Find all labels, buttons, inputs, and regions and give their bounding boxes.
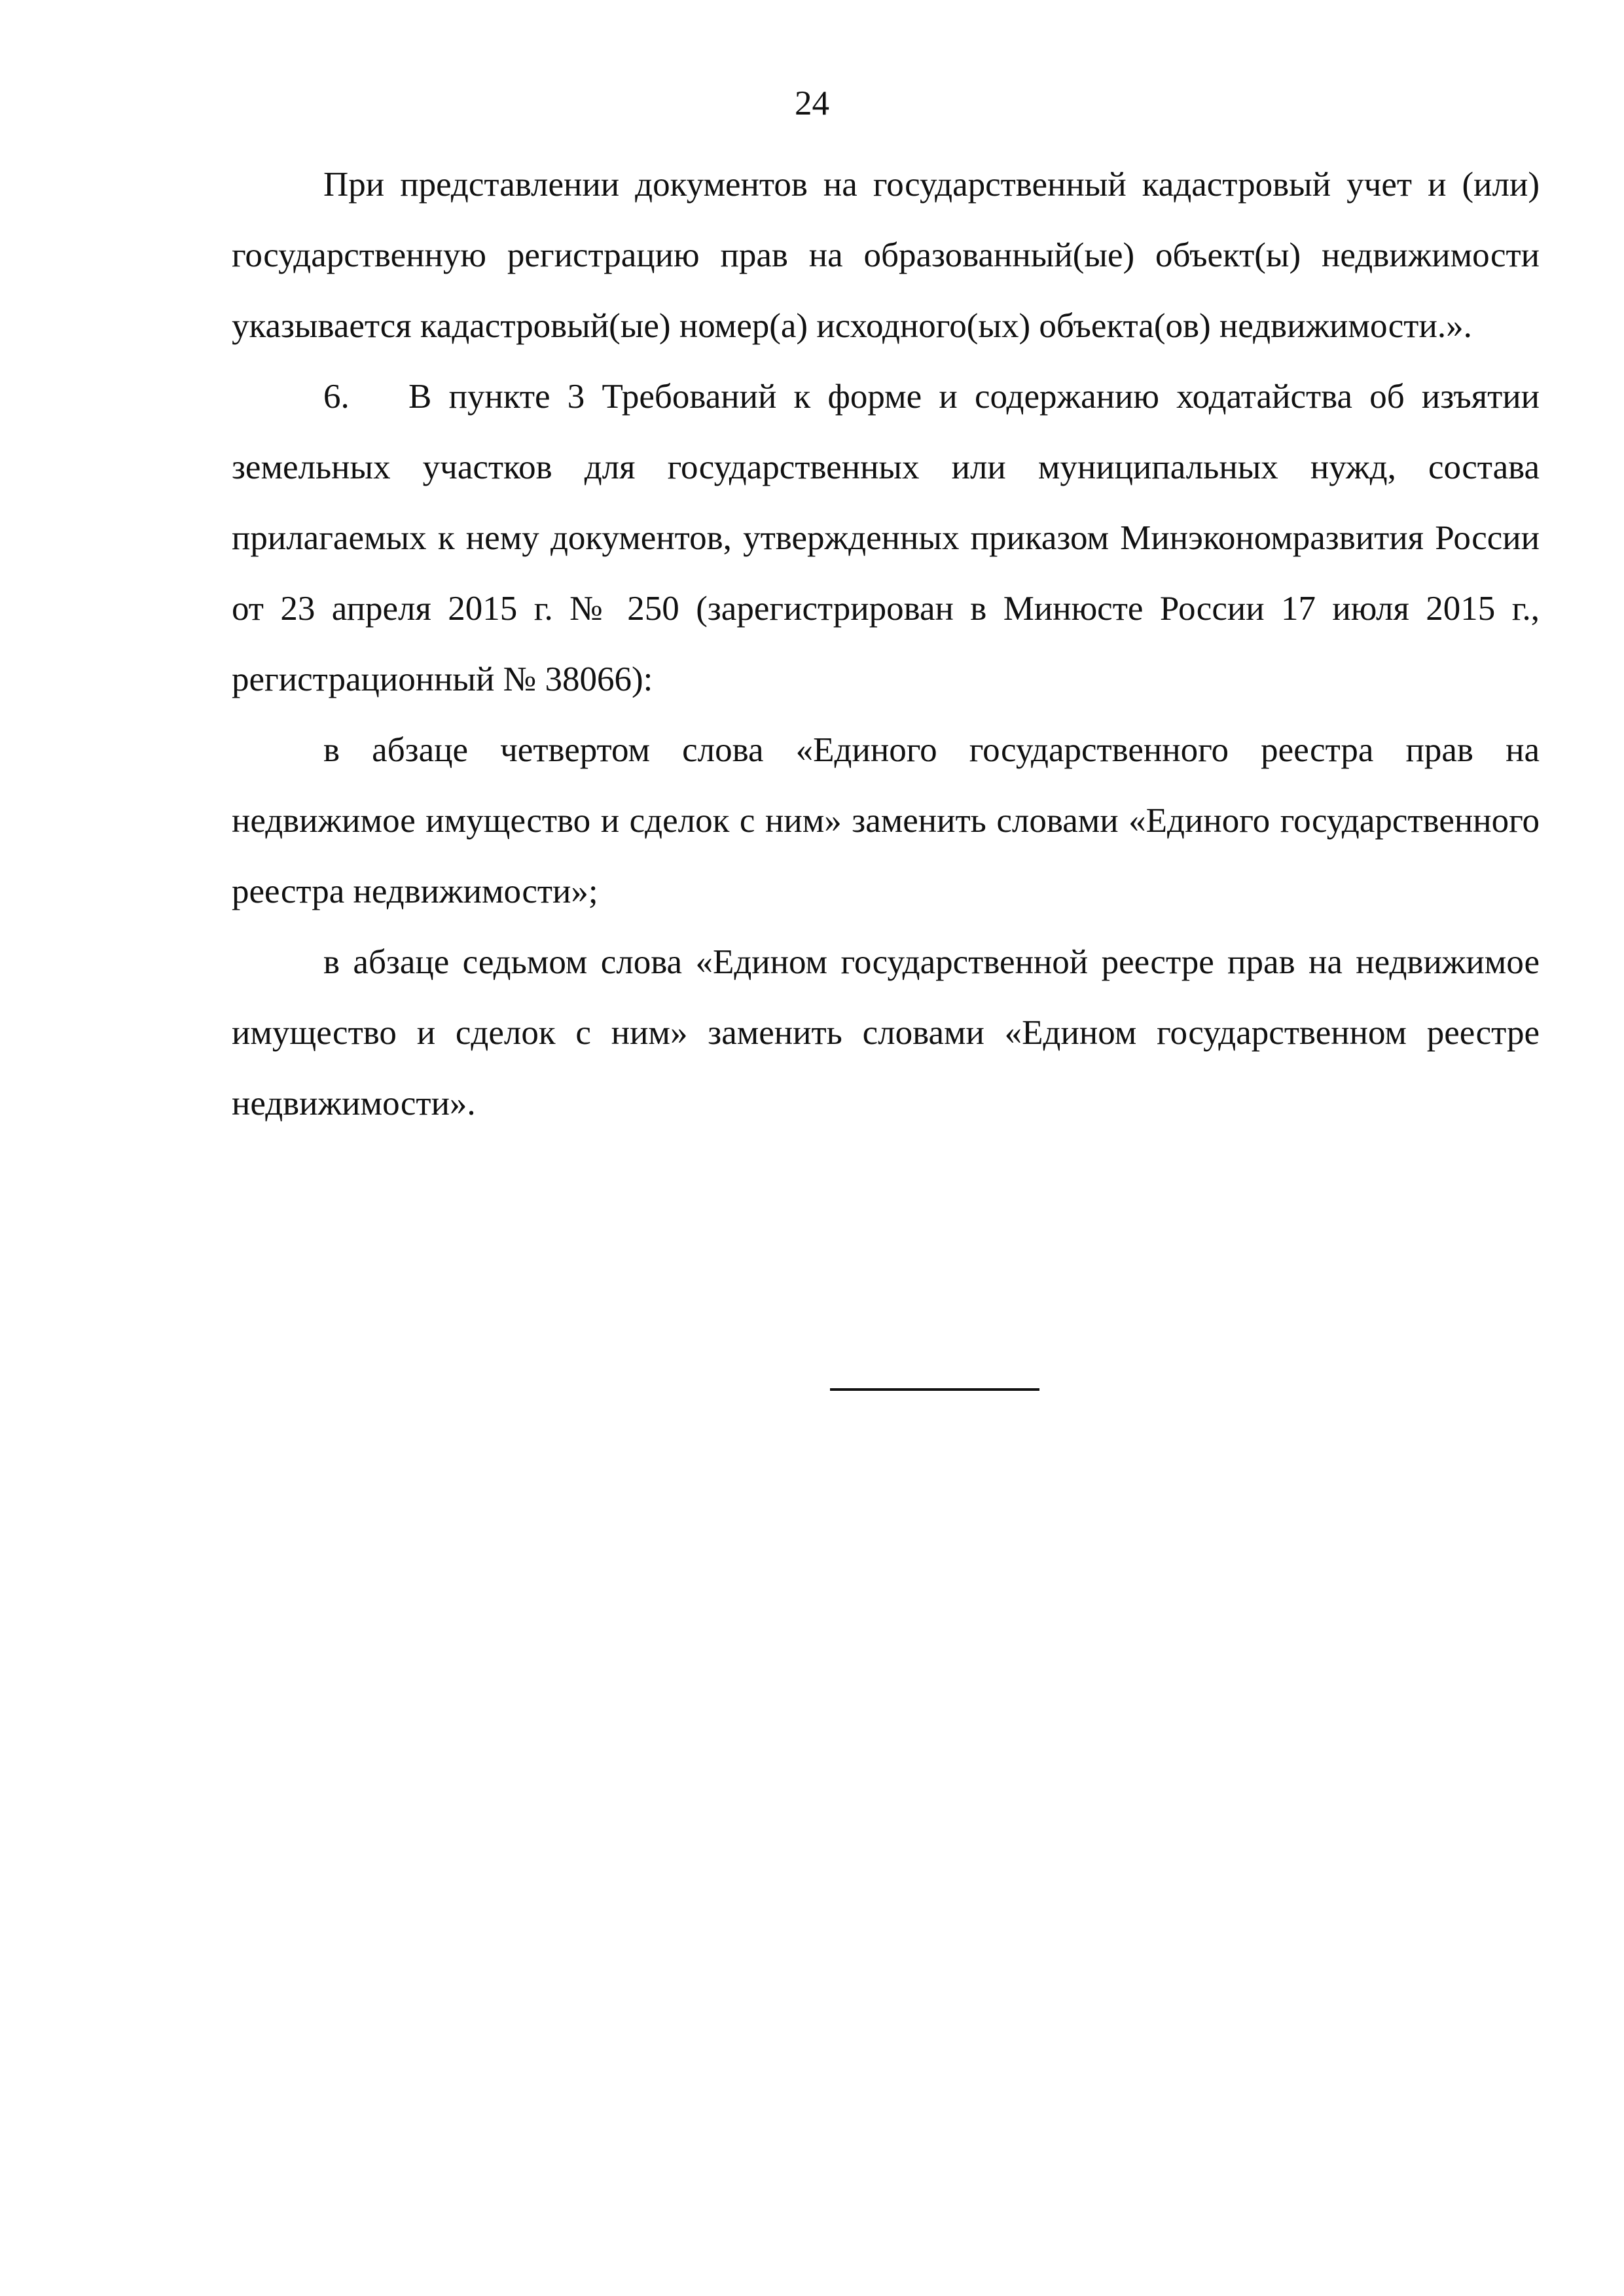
item-6-text: В пункте 3 Требований к форме и содержанию ходатайства об изъятии земельных участков для государственных или муниципальных нужд, состава прилагаемых к нему документов, утвержденных приказом Минэкономразвития России от 23 апреля 2015 г. № 250 (зарегистрирован в Минюсте России 17 июля 2015 г., регистрационный № 38066): (232, 378, 1540, 698)
end-of-document-rule (830, 1388, 1039, 1391)
paragraph-seventh-abzac: в абзаце седьмом слова «Едином государственной реестре прав на недвижимое имущество и сделок с ним» заменить словами «Едином государственном реестре недвижимости». (232, 943, 1540, 1122)
item-number: 6. (323, 378, 350, 416)
document-body (232, 149, 1540, 1139)
paragraph-fourth-abzac: в абзаце четвертом слова «Единого государственного реестра прав на недвижимое имущество и сделок с ним» заменить словами «Единого государственного реестра недвижимости»; (232, 731, 1540, 910)
page-number: 24 (795, 84, 829, 122)
paragraph-item-6 (232, 361, 1540, 715)
paragraph-cadastral-numbers: При представлении документов на государственный кадастровый учет и (или) государственную регистрацию прав на образованный(ые) объект(ы) недвижимости указывается кадастровый(ые) номер(а) исходного(ых) объекта(ов) недвижимости.». (232, 166, 1540, 345)
